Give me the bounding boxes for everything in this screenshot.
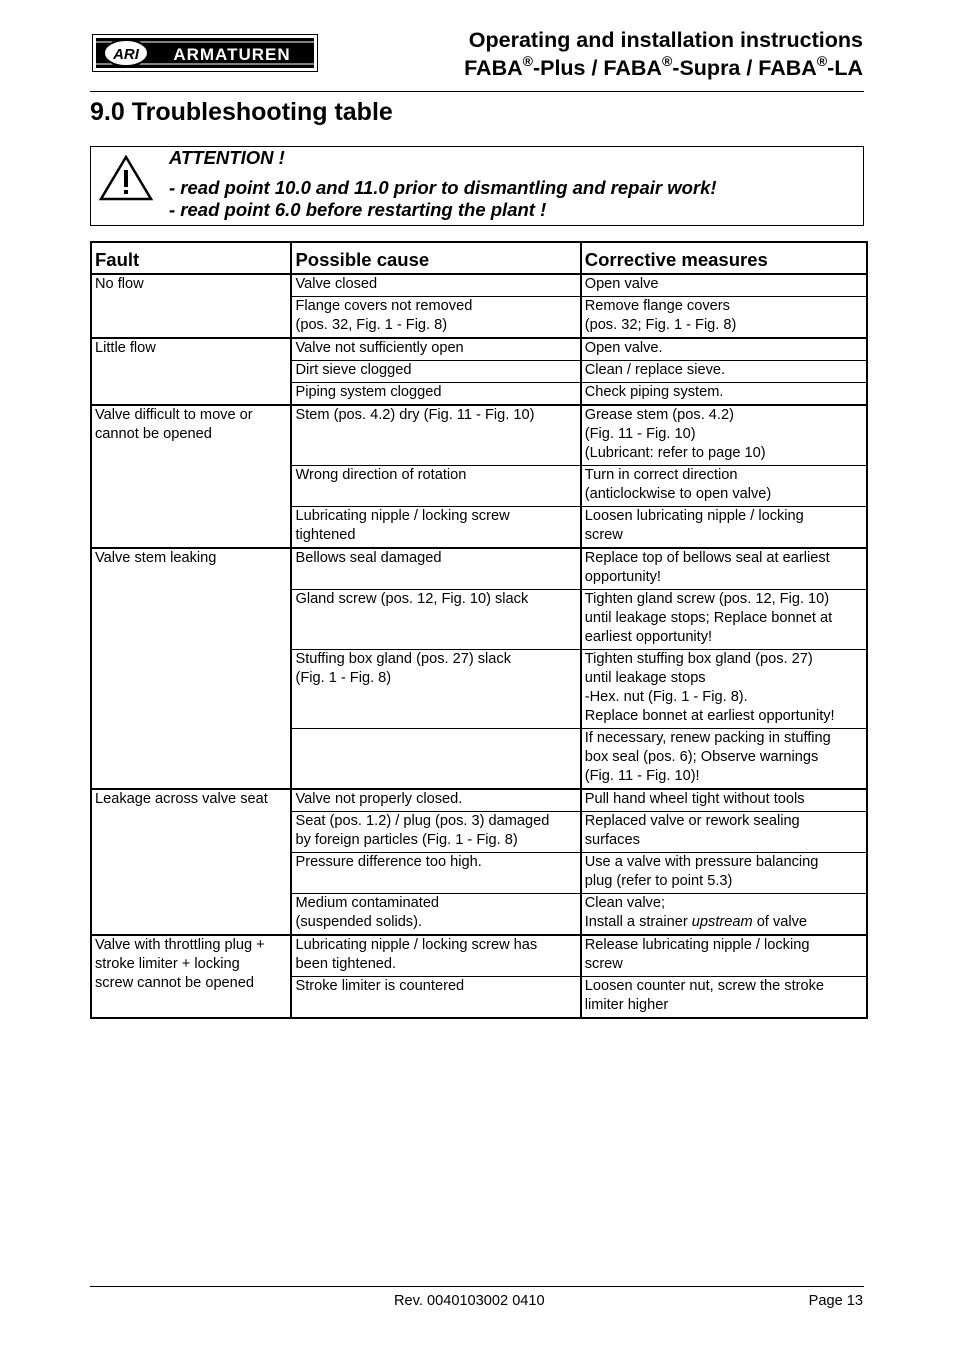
measure-cell [581,383,867,406]
measure-cell [581,297,867,339]
column-header-cause: Possible cause [291,242,580,274]
title-part: -LA [827,56,863,80]
fault-cell [91,338,291,405]
attention-box [90,146,864,226]
cause-cell [291,894,580,936]
fault-cell [91,789,291,935]
fault-text: Leakage across valve seat [95,791,268,807]
measure-text: Loosen lubricating nipple / locking screw [584,508,804,543]
cause-text: Seat (pos. 1.2) / plug (pos. 3) damaged by foreign particles (Fig. 1 - Fig. 8) [295,813,550,848]
measure-text: Turn in correct direction (anticlockwise to open valve) [584,467,772,502]
table-header-row [91,242,867,274]
ari-armaturen-logo [92,34,318,72]
measure-text: Tighten gland screw (pos. 12, Fig. 10) until leakage stops; Replace bonnet at earliest opportunity! [584,591,833,645]
header-divider [90,91,864,92]
cause-cell [291,507,580,549]
fault-text: Valve difficult to move or cannot be opened [95,407,253,442]
cause-text: Stem (pos. 4.2) dry (Fig. 11 - Fig. 10) [295,407,535,423]
cause-cell [291,789,580,812]
fault-text: Little flow [95,340,156,356]
cause-text: Lubricating nipple / locking screw has been tightened. [295,937,538,972]
fault-group [91,274,867,338]
measure-text: Pull hand wheel tight without tools [584,791,805,807]
measure-cell [581,338,867,361]
title-part: -Plus / FABA [532,56,662,80]
footer-divider [90,1286,864,1287]
cause-cell [291,548,580,590]
cause-cell [291,405,580,466]
measure-text: Replaced valve or rework sealing surfaces [584,813,800,848]
measure-text: Use a valve with pressure balancing plug (refer to point 5.3) [584,854,819,889]
cause-text: Wrong direction of rotation [295,467,467,483]
cause-cell [291,361,580,383]
cause-cell [291,729,580,790]
table-row [91,338,867,361]
cause-text: Medium contaminated (suspended solids). [295,895,440,930]
measure-cell [581,977,867,1019]
measure-cell [581,650,867,729]
page-number: Page 13 [808,1293,863,1309]
measure-text: Clean / replace sieve. [584,362,726,378]
measure-cell [581,274,867,297]
measure-text: Tighten stuffing box gland (pos. 27) until leakage stops -Hex. nut (Fig. 1 - Fig. 8). Replace bonnet at earliest opportunity! [584,651,835,724]
revision-number: Rev. 0040103002 0410 [394,1293,545,1309]
measure-cell [581,405,867,466]
measure-cell [581,935,867,977]
measure-cell [581,789,867,812]
table-row [91,789,867,812]
cause-text: Piping system clogged [295,384,442,400]
attention-line-1: - read point 10.0 and 11.0 prior to dismantling and repair work! [169,177,717,198]
cause-text: Gland screw (pos. 12, Fig. 10) slack [295,591,529,607]
measure-cell [581,507,867,549]
cause-cell [291,590,580,650]
measure-text: Remove flange covers (pos. 32; Fig. 1 - Fig. 8) [584,298,737,333]
fault-group [91,405,867,548]
table-row [91,548,867,590]
svg-text:ARMATUREN: ARMATUREN [173,45,291,64]
cause-cell [291,338,580,361]
measure-text: Loosen counter nut, screw the stroke limiter higher [584,978,825,1013]
fault-group [91,548,867,789]
registered-mark: ® [522,53,533,69]
measure-cell [581,812,867,853]
document-title-line1: Operating and installation instructions [468,28,863,52]
attention-title: ATTENTION ! [169,147,285,168]
measure-cell [581,853,867,894]
measure-part: Clean valve; Install a strainer [584,895,688,930]
fault-text: No flow [95,276,144,292]
document-title-line2 [343,54,863,82]
measure-text [585,894,863,932]
logo-graphic [92,34,318,72]
cause-cell [291,383,580,406]
cause-cell [291,812,580,853]
measure-text: Check piping system. [584,384,724,400]
cause-text: Valve closed [295,276,378,292]
cause-text: Valve not sufficiently open [295,340,464,356]
cause-text: Stuffing box gland (pos. 27) slack (Fig. 1 - Fig. 8) [295,651,511,686]
measure-emphasis: upstream [691,914,753,930]
measure-part: of valve [752,914,807,930]
column-header-measures: Corrective measures [581,242,867,274]
cause-cell [291,853,580,894]
fault-group [91,338,867,405]
fault-cell [91,548,291,789]
table-row [91,274,867,297]
cause-text: Stroke limiter is countered [295,978,465,994]
measure-cell [581,548,867,590]
measure-text: Replace top of bellows seal at earliest opportunity! [584,550,830,585]
table-row [91,935,867,977]
section-heading: 9.0 Troubleshooting table [90,98,393,126]
fault-text: Valve stem leaking [95,550,217,566]
cause-cell [291,466,580,507]
fault-cell [91,935,291,1018]
measure-cell [581,894,867,936]
title-part: FABA [464,56,523,80]
document-title [343,26,863,82]
fault-text: Valve with throttling plug + stroke limiter + locking screw cannot be opened [95,937,265,991]
title-part: -Supra / FABA [672,56,817,80]
measure-text: Release lubricating nipple / locking screw [584,937,810,972]
measure-cell [581,729,867,790]
registered-mark: ® [661,53,673,69]
measure-text: Open valve [584,276,659,292]
cause-text: Pressure difference too high. [295,854,482,870]
troubleshooting-table [90,241,868,1019]
measure-text: If necessary, renew packing in stuffing box seal (pos. 6); Observe warnings (Fig. 11 - Fig. 10)! [584,730,831,784]
table-row [91,405,867,466]
cause-text: Bellows seal damaged [295,550,442,566]
warning-triangle-icon [99,155,153,201]
cause-cell [291,935,580,977]
fault-group [91,789,867,935]
cause-text: Valve not properly closed. [295,791,463,807]
cause-text: Dirt sieve clogged [295,362,412,378]
measure-cell [581,361,867,383]
cause-cell [291,297,580,339]
fault-cell [91,405,291,548]
fault-group [91,935,867,1018]
measure-cell [581,590,867,650]
column-header-fault: Fault [91,242,291,274]
cause-text: Flange covers not removed (pos. 32, Fig. 1 - Fig. 8) [295,298,473,333]
cause-text: Lubricating nipple / locking screw tightened [295,508,510,543]
cause-cell [291,650,580,729]
fault-cell [91,274,291,338]
measure-text: Open valve. [584,340,663,356]
measure-cell [581,466,867,507]
cause-cell [291,274,580,297]
registered-mark: ® [816,53,828,69]
svg-text:ARI: ARI [113,46,139,63]
attention-line-2: - read point 6.0 before restarting the plant ! [169,199,547,220]
cause-cell [291,977,580,1019]
measure-text: Grease stem (pos. 4.2) (Fig. 11 - Fig. 10) (Lubricant: refer to page 10) [584,407,766,461]
